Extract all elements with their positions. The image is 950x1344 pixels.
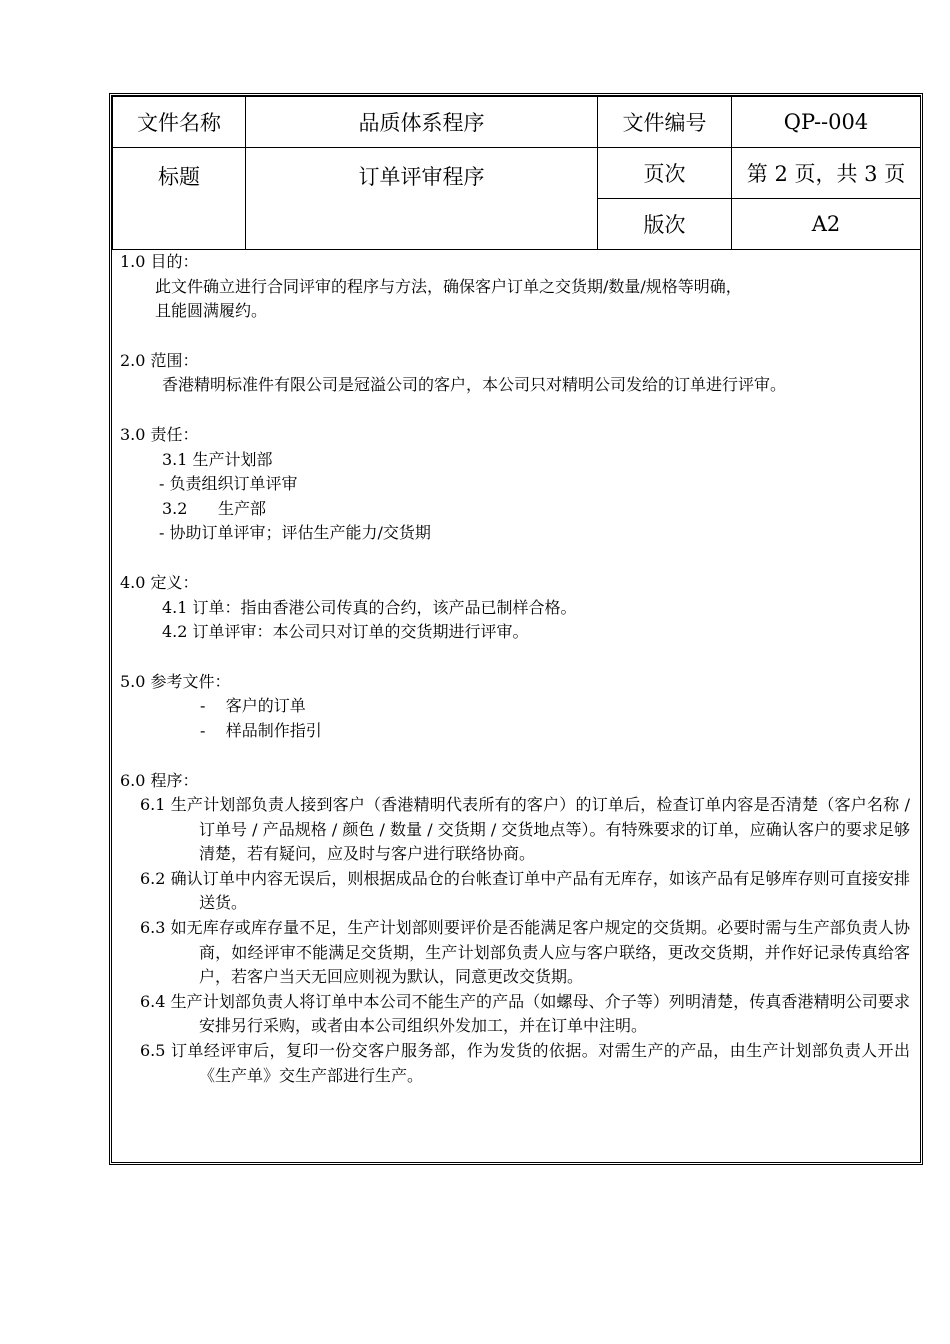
section-5-item-1: - 客户的订单 <box>200 696 306 716</box>
section-4-item-1: 4.1 订单：指由香港公司传真的合约，该产品已制样合格。 <box>162 597 577 617</box>
file-no-label: 文件编号 <box>598 97 732 148</box>
document-frame <box>109 93 923 1165</box>
section-6-item-5: 6.5 订单经评审后，复印一份交客户服务部，作为发货的依据。对需生产的产品，由生产计划部负责人开出《生产单》交生产部进行生产。 <box>140 1041 910 1085</box>
section-3-item-2: 3.2 生产部 <box>162 498 266 518</box>
section-1-text-1: 此文件确立进行合同评审的程序与方法，确保客户订单之交货期/数量/规格等明确， <box>155 276 742 296</box>
title-label: 标题 <box>113 148 246 250</box>
section-6-item-4: 6.4 生产计划部负责人将订单中本公司不能生产的产品（如螺母、介子等）列明清楚，传真香港精明公司要求安排另行采购，或者由本公司组织外发加工，并在订单中注明。 <box>140 991 910 1036</box>
page-value: 第 2 页，共 3 页 <box>732 148 921 199</box>
section-3-item-2-desc: - 协助订单评审；评估生产能力/交货期 <box>159 523 431 543</box>
section-4-item-2: 4.2 订单评审：本公司只对订单的交货期进行评审。 <box>162 622 529 642</box>
section-1-heading: 1.0 目的： <box>120 252 199 271</box>
section-2-text: 香港精明标准件有限公司是冠溢公司的客户，本公司只对精明公司发给的订单进行评审。 <box>162 375 787 395</box>
section-6-item-3: 6.3 如无库存或库存量不足，生产计划部则要评价是否能满足客户规定的交货期。必要时需与生产部负责人协商，如经评审不能满足交货期，生产计划部负责人应与客户联络，更改交货期，并作好记录传真给客户，若客户当天无回应则视为默认，同意更改交货期。 <box>140 918 910 987</box>
section-5-heading: 5.0 参考文件： <box>120 671 231 691</box>
section-3-item-1: 3.1 生产计划部 <box>162 449 273 469</box>
section-6-heading: 6.0 程序： <box>120 770 199 790</box>
section-5-item-2: - 样品制作指引 <box>200 720 322 740</box>
version-value: A2 <box>732 199 921 250</box>
section-4-heading: 4.0 定义： <box>120 572 199 592</box>
title-value: 订单评审程序 <box>246 148 598 250</box>
section-3-heading: 3.0 责任： <box>120 424 199 444</box>
file-no-value: QP--004 <box>732 97 921 148</box>
section-3-item-1-desc: - 负责组织订单评审 <box>159 474 298 494</box>
section-2-heading: 2.0 范围： <box>120 350 199 370</box>
version-label: 版次 <box>598 199 732 250</box>
file-name-value: 品质体系程序 <box>246 97 598 148</box>
page-label: 页次 <box>598 148 732 199</box>
file-name-label: 文件名称 <box>113 97 246 148</box>
document-body <box>120 250 914 1088</box>
section-1-text-2: 且能圆满履约。 <box>155 301 268 321</box>
section-6-item-2: 6.2 确认订单中内容无误后，则根据成品仓的台帐查订单中产品有无库存，如该产品有足够库存则可直接安排送货。 <box>140 868 910 913</box>
header-table <box>112 96 921 250</box>
section-6-item-1: 6.1 生产计划部负责人接到客户（香港精明代表所有的客户）的订单后，检查订单内容是否清楚（客户名称 / 订单号 / 产品规格 / 颜色 / 数量 / 交货期 / 交货地点等）。有特殊要求的订单，应确认客户的要求足够清楚，若有疑问，应及时与客户进行联络协商。 <box>140 795 910 864</box>
